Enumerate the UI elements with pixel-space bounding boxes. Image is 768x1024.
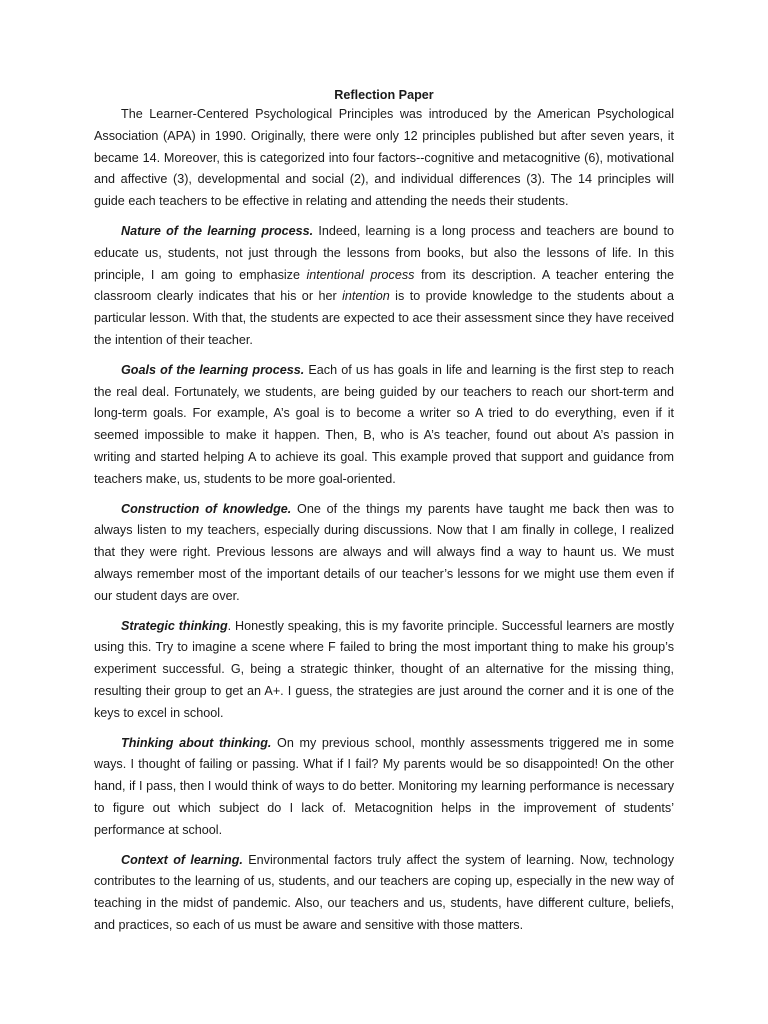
- section-heading: Thinking about thinking.: [121, 735, 272, 750]
- section-heading: Goals of the learning process.: [121, 362, 305, 377]
- section-strategic-thinking: [94, 616, 674, 725]
- section-heading: Context of learning.: [121, 852, 243, 867]
- section-text: Environmental factors truly affect the system of learning. Now, technology contributes to the learning of us, students, and our teachers are coping up, especially in the new way of teaching in the midst of pandemic. Also, our teachers and us, students, have different culture, beliefs, and practices, so each of us must be aware and sensitive with those matters.: [94, 852, 675, 932]
- section-context-of-learning: [94, 850, 674, 937]
- intro-paragraph: The Learner-Centered Psychological Principles was introduced by the American Psychological Association (APA) in 1990. Originally, there were only 12 principles published but after seven years, it became 14. Moreover, this is categorized into four factors--cognitive and metacognitive (6), motivational and affective (3), developmental and social (2), and individual differences (3). The 14 principles will guide each teachers to be effective in relating and attending the needs their students.: [94, 107, 674, 209]
- section-text: On my previous school, monthly assessments triggered me in some ways. I thought of failing or passing. What if I fail? My parents would be so disappointed! On the other hand, if I pass, then I would think of ways to do better. Monitoring my learning performance is necessary to figure out which subject do I lack of. Metacognition helps in the improvement of students’ performance at school.: [94, 735, 674, 837]
- section-thinking-about-thinking: [94, 733, 674, 842]
- section-goals-of-learning: [94, 360, 674, 491]
- section-text: . Honestly speaking, this is my favorite principle. Successful learners are mostly using this. Try to imagine a scene where F failed to bring the most important thing to make his group’s experiment successful. G, being a strategic thinker, thought of an alternative for the missing thing, resulting their group to get an A+. I guess, the strategies are just around the corner and it is one of the keys to excel in school.: [94, 618, 675, 720]
- document-body: [94, 86, 674, 945]
- section-text: One of the things my parents have taught me back then was to always listen to my teachers, especially during discussions. Now that I am finally in college, I realized that they were right. Previous lessons are always and will always find a way to haunt us. We must always remember most of the important details of our teacher’s lessons for we might use them even if our student days are over.: [94, 501, 674, 603]
- section-heading: Nature of the learning process.: [121, 223, 314, 238]
- section-text: from its description. A teacher entering the classroom clearly indicates that his or her: [94, 267, 675, 304]
- emphasis-text: intention: [342, 289, 390, 304]
- section-nature-of-learning: [94, 221, 674, 352]
- section-construction-of-knowledge: [94, 499, 674, 608]
- section-heading: Strategic thinking: [121, 618, 228, 633]
- section-text: is to provide knowledge to the students about a particular lesson. With that, the students are expected to ace their assessment since they have received the intention of their teacher.: [94, 289, 674, 347]
- section-text: Indeed, learning is a long process and teachers are bound to educate us, students, not just through the lessons from books, but also the lessons of life. In this principle, I am going to emphasize: [94, 223, 674, 282]
- emphasis-text: intentional process: [306, 267, 415, 282]
- page-title: Reflection Paper: [334, 88, 434, 102]
- section-heading: Construction of knowledge.: [121, 501, 292, 516]
- section-text: Each of us has goals in life and learning is the first step to reach the real deal. Fortunately, we students, are being guided by our teachers to reach our short-term and long-term goals. For example, A’s goal is to become a writer so A tried to do everything, even if it seemed impossible to make it happen. Then, B, who is A’s teacher, found out about A’s passion in writing and started helping A to achieve its goal. This example proved that support and guidance from teachers make, us, students to be more goal-oriented.: [94, 362, 674, 486]
